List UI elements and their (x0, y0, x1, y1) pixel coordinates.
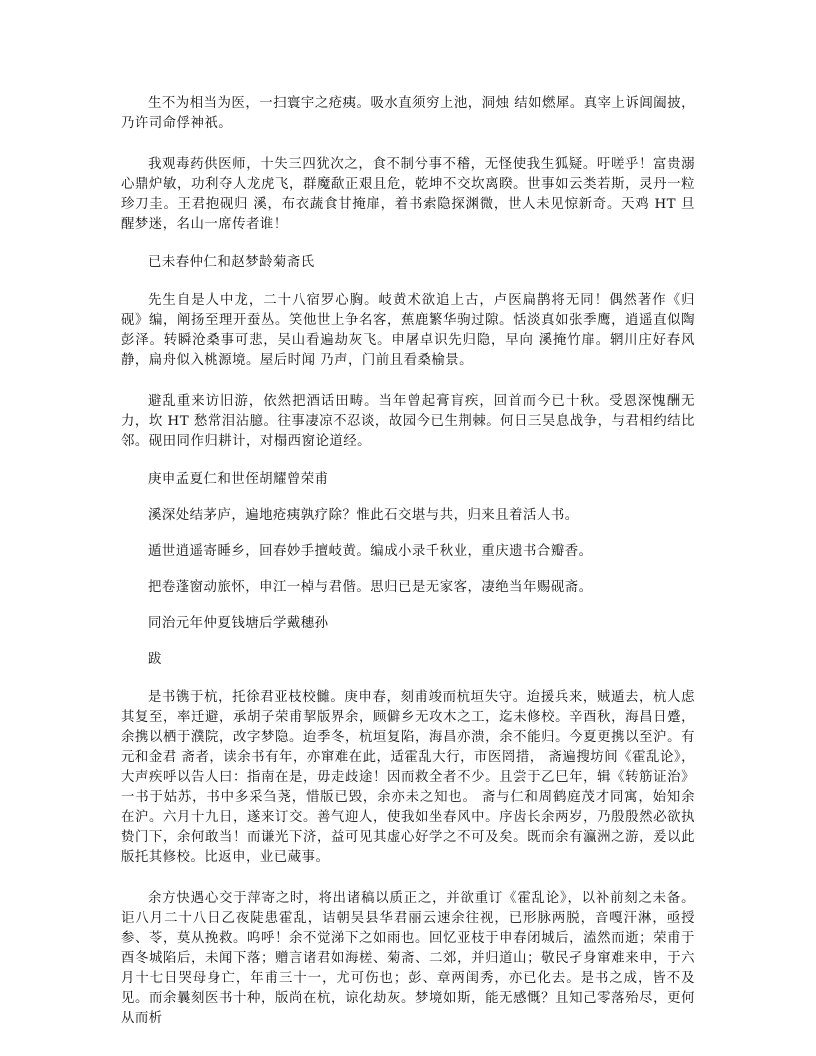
poem-quatrain-2: 遁世逍遥寄睡乡，回春妙手擅岐黄。编成小录千秋业，重庆遗书合瓣香。 (148, 544, 593, 559)
poem-paragraph-4: 避乱重来访旧游，依然把酒话田畴。当年曾起膏肓疾，回首而今已十秋。受恩深愧酬无力，坎 HT 愁常泪沾臆。往事凄凉不忍谈，故园今已生荆棘。何日三吴息战争，与君相约结比邻。砚田同作归耕计，对榻西窗论道经。 (121, 394, 695, 449)
postscript-paragraph-2: 余方快遇心交于萍寄之时，将出诸稿以质正之，并欲重订《霍乱论》，以补前刻之未备。讵八月二十八日乙夜陡患霍乱，诘朝吴县华君丽云速余往视，已形脉两脱，音嘎汗淋，亟授参、苓，莫从挽救。呜呼！余不觉涕下之如雨也。回忆亚枝于申春闭城后，溘然而逝；荣甫于酉冬城陷后，未闻下落；赠言诸君如海槎、菊斋、二郊，并归道山；敬民孑身窜难来申，于六月十七日哭母身亡，年甫三十一，尤可伤也；彭、章两闺秀，亦已化去。是书之成，皆不及见。而余曩刻医书十种，版尚在杭，谅化劫灰。梦境如斯，能无感慨？且知己零落殆尽，更何从而析 (121, 891, 695, 1026)
poem-quatrain-3: 把卷蓬窗动旅怀，申江一棹与君偕。思归已是无家客，凄绝当年赐砚斋。 (148, 580, 593, 595)
poem-paragraph-3: 先生自是人中龙，二十八宿罗心胸。岐黄术欲追上古，卢医扁鹊将无同！偶然著作《归砚》编，阐扬至理开蚕丛。笑他世上争名客，蕉鹿繁华驹过隙。恬淡真如张季鹰，逍遥直似陶彭泽。转瞬沧桑事可悲，吴山看遍劫灰飞。申屠卓识先归隐，早向 溪掩竹扉。辋川庄好春风静，扁舟似入桃源境。屋后时闻 乃声，门前且看桑榆景。 (121, 293, 695, 368)
document-page (121, 94, 695, 1029)
signature-hu-yaozeng: 庚申孟夏仁和世侄胡耀曾荣甫 (148, 472, 329, 487)
signature-zhao-mengling: 已未春仲仁和赵梦龄菊斋氏 (148, 255, 315, 270)
section-heading-postscript: 跋 (148, 652, 162, 667)
signature-dai-suisun: 同治元年仲夏钱塘后学戴穗孙 (148, 616, 329, 631)
postscript-paragraph-1: 是书镌于杭，托徐君亚枝校雠。庚申春，刻甫竣而杭垣失守。迨援兵来，贼遁去，杭人虑其复至，率迁避，承胡子荣甫挈版界余，顾僻乡无攻木之工，迄未修校。辛酉秋，海昌日蹙，余携以栖于濮院，改字梦隐。迨季冬，杭垣复陷，海昌亦溃，余不能归。今夏更携以至沪。有元和金君 斋者，读余书有年，亦窜难在此，适霍乱大行，市医罔措， 斋遍搜坊间《霍乱论》，大声疾呼以告人曰：指南在是，毋走歧途！因而救全者不少。且尝于乙巳年，辑《转筋证治》一书于姑苏，书中多采刍荛，惜版已毁，余亦未之知也。 斋与仁和周鹤庭茂才同寓，始知余在沪。六月十九日，遂来订交。善气迎人，使我如坐春风中。序齿长余两岁，乃殷殷然必欲执贽门下，余何敢当！而谦光下济，益可见其虚心好学之不可及矣。既而余有瀛洲之游，爰以此版托其修校。比返申，业已蒇事。 (121, 690, 695, 865)
poem-paragraph-1: 生不为相当为医，一扫寰宇之疮痍。吸水直须穷上池，洞烛 结如燃犀。真宰上诉阊阖披，乃许司命俘神祇。 (121, 96, 695, 131)
poem-paragraph-2: 我观毒药供医师，十失三四犹次之，食不制兮事不稽，无怪使我生狐疑。吁嗟乎！富贵溺心鼎炉敏，功利夺人龙虎飞，群魔歃正艰且危，乾坤不交坎离睽。世事如云类若斯，灵丹一粒珍刀圭。王君抱砚归 溪，布衣蔬食甘掩扉，着书索隐探渊微，世人未见惊新奇。天鸡 HT 旦醒梦迷，名山一席传者谁！ (121, 157, 695, 232)
poem-quatrain-1: 溪深处结茅庐，遍地疮痍孰疗除？惟此石交堪与共，归来且着活人书。 (148, 508, 579, 523)
